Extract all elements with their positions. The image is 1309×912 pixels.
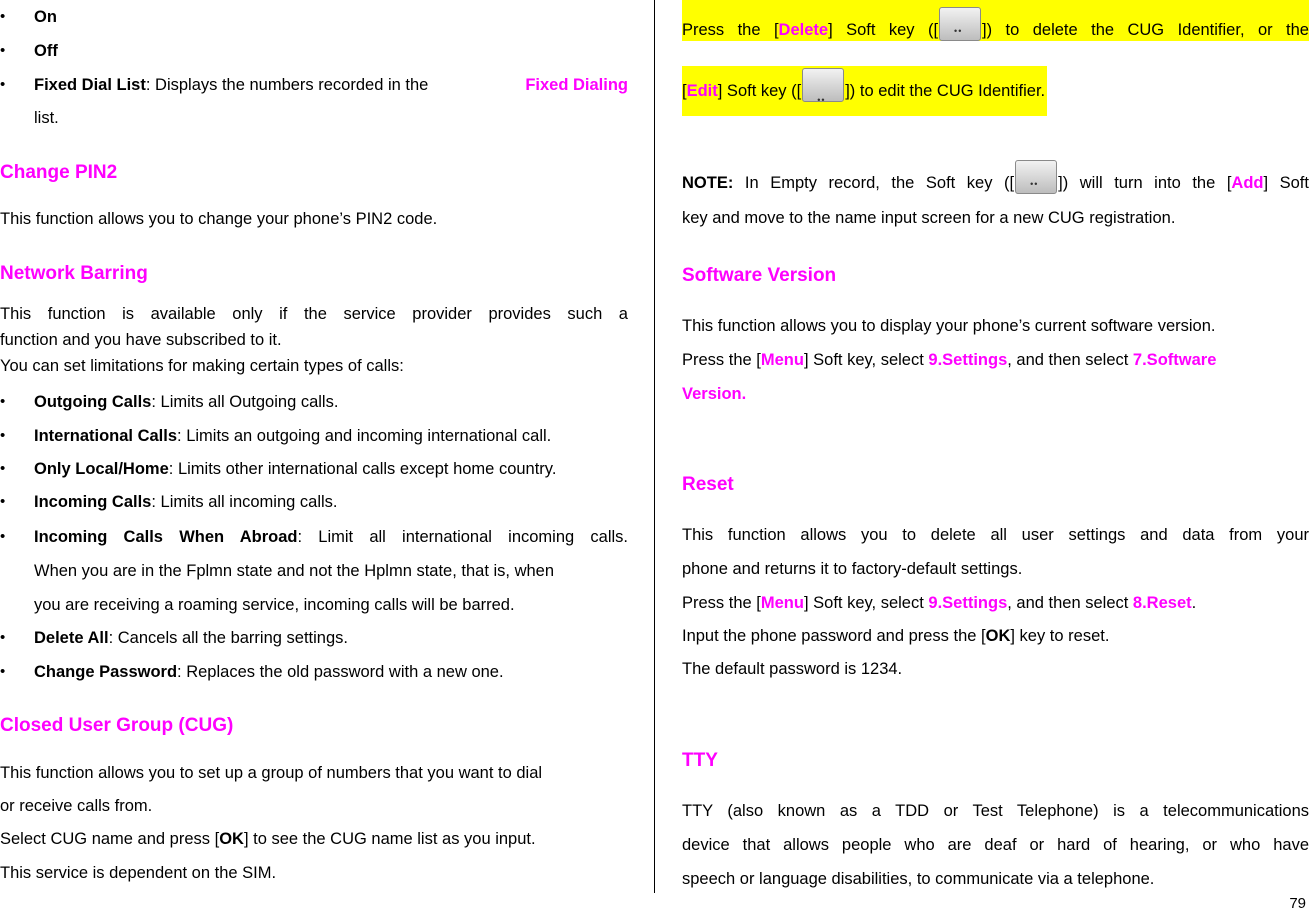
bullet-icon: • — [0, 663, 6, 680]
paragraph: You can set limitations for making certain types of calls: — [0, 357, 404, 375]
paragraph: phone and returns it to factory-default settings. — [682, 560, 1023, 578]
heading-tty: TTY — [682, 750, 718, 771]
bullet-icon: • — [0, 42, 6, 59]
paragraph: Version. — [682, 385, 747, 403]
note-paragraph: NOTE: In Empty record, the Soft key ([•• ]) will turn into the [Add] Soft — [682, 160, 1309, 194]
paragraph: When you are in the Fplmn state and not the Hplmn state, that is, when — [34, 562, 555, 580]
fixed-dialing-link: Fixed Dialing — [525, 76, 628, 94]
paragraph: you are receiving a roaming service, incoming calls will be barred. — [34, 596, 515, 614]
bullet-icon: • — [0, 460, 6, 477]
paragraph: This function is available only if the service provider provides such a — [0, 305, 628, 323]
bullet-icon: • — [0, 76, 6, 93]
heading-reset: Reset — [682, 474, 734, 495]
edit-line: [Edit] Soft key ([•• ]) to edit the CUG Identifier. — [682, 66, 1047, 116]
paragraph: or receive calls from. — [0, 797, 153, 815]
paragraph: Press the [Menu] Soft key, select 9.Settings, and then select 8.Reset. — [682, 594, 1197, 612]
paragraph: This service is dependent on the SIM. — [0, 864, 277, 882]
paragraph: key and move to the name input screen for a new CUG registration. — [682, 209, 1176, 227]
bullet-icon: • — [0, 493, 6, 510]
paragraph: This function allows you to change your phone’s PIN2 code. — [0, 210, 438, 228]
paragraph: The default password is 1234. — [682, 660, 903, 678]
paragraph: TTY (also known as a TDD or Test Telephone) is a telecommunications — [682, 802, 1309, 820]
softkey-icon — [1015, 160, 1057, 194]
paragraph: function and you have subscribed to it. — [0, 331, 282, 349]
heading-change-pin2: Change PIN2 — [0, 162, 118, 183]
paragraph: Press the [Menu] Soft key, select 9.Settings, and then select 7.Software — [682, 351, 1217, 369]
softkey-icon — [939, 7, 981, 41]
paragraph: speech or language disabilities, to communicate via a telephone. — [682, 870, 1155, 888]
column-divider — [654, 0, 655, 893]
paragraph: This function allows you to set up a group of numbers that you want to dial — [0, 764, 543, 782]
paragraph: Input the phone password and press the [OK] key to reset. — [682, 627, 1110, 645]
paragraph: device that allows people who are deaf or hard of hearing, or who have — [682, 836, 1309, 854]
page-number: 79 — [1289, 895, 1306, 912]
paragraph: This function allows you to delete all user settings and data from your — [682, 526, 1309, 544]
delete-line: Press the [Delete] Soft key ([•• ]) to delete the CUG Identifier, or the — [682, 0, 1309, 41]
paragraph: This function allows you to display your phone’s current software version. — [682, 317, 1216, 335]
softkey-icon — [802, 68, 844, 102]
heading-software-version: Software Version — [682, 265, 837, 286]
heading-network-barring: Network Barring — [0, 263, 148, 284]
bullet-icon: • — [0, 629, 6, 646]
paragraph: Select CUG name and press [OK] to see the CUG name list as you input. — [0, 830, 536, 848]
bullet-icon: • — [0, 528, 6, 545]
bullet-icon: • — [0, 393, 6, 410]
heading-cug: Closed User Group (CUG) — [0, 715, 234, 736]
bullet-icon: • — [0, 8, 6, 25]
bullet-icon: • — [0, 427, 6, 444]
